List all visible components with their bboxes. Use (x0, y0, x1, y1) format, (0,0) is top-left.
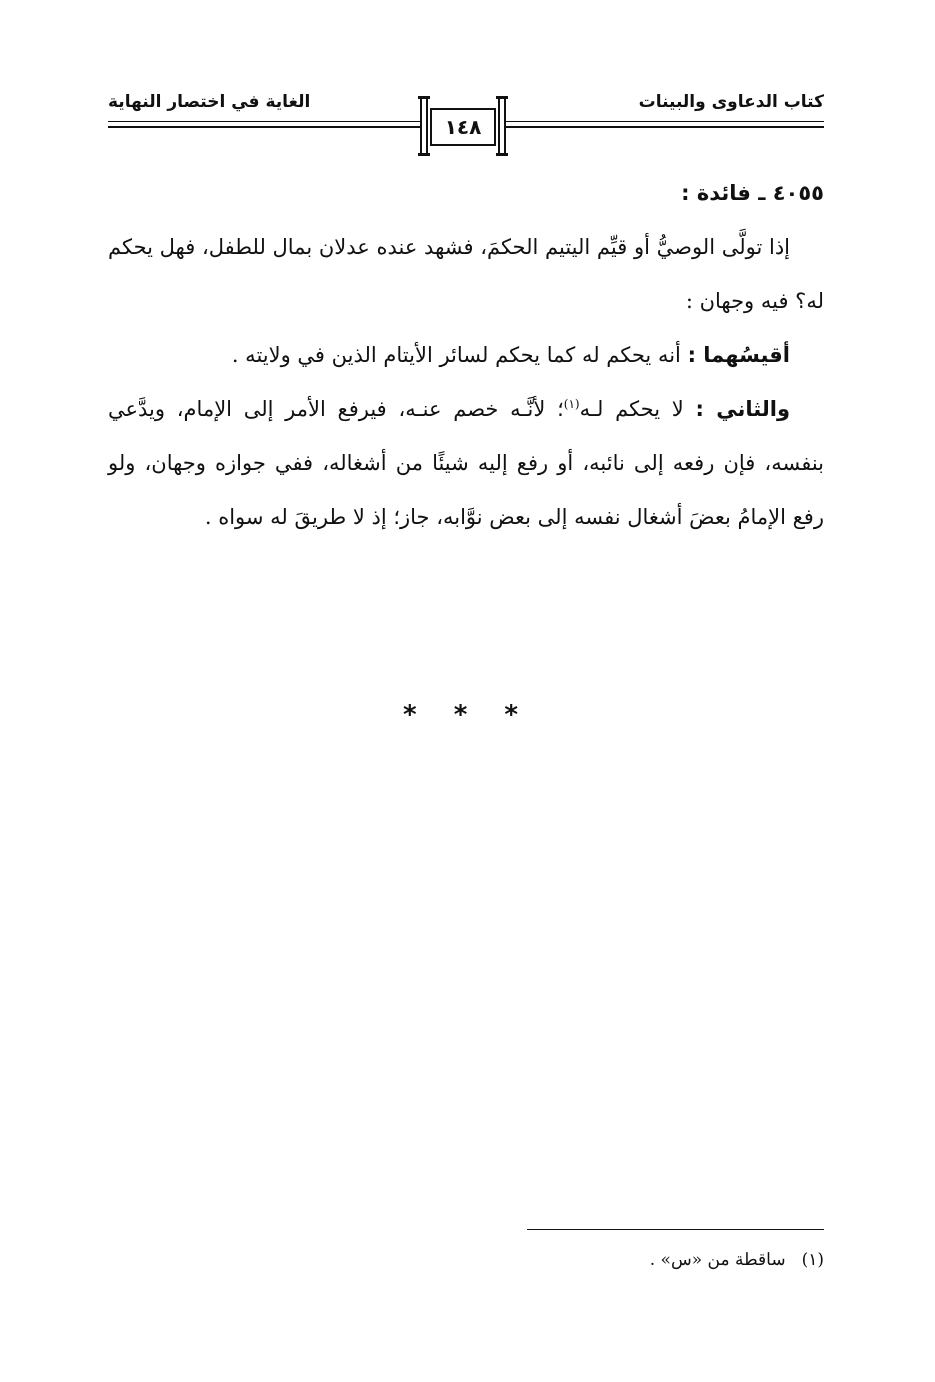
page-number-box (430, 108, 496, 146)
page-number: ١٤٨ (444, 115, 482, 139)
paragraph-2 (108, 328, 824, 382)
running-head-section: كتاب الدعاوى والبينات (638, 92, 824, 112)
paragraph-3 (108, 382, 824, 544)
footnote-reference[interactable]: (١) (563, 397, 580, 411)
page-header (108, 88, 824, 158)
frame-ornament-right (498, 96, 506, 156)
footnote-1 (650, 1250, 824, 1270)
paragraph-2-text: أنه يحكم له كما يحكم لسائر الأيتام الذين في ولايته . (231, 343, 688, 367)
main-text (108, 166, 824, 544)
page-number-frame (420, 96, 506, 156)
paragraph-1: إذا تولَّى الوصيُّ أو قيِّم اليتيم الحكمَ، فشهد عنده عدلان بمال للطفل، فهل يحكم له؟ فيه وجهان : (108, 235, 824, 313)
paragraph-2-lead: أقيسُهما : (687, 343, 790, 367)
paragraph-3-text-a: لا يحكم لـه (579, 397, 696, 421)
section-separator: * * * (403, 700, 532, 730)
footnote-text: ساقطة من «س» . (649, 1250, 786, 1270)
section-heading: ٤٠٥٥ ـ فائدة : (681, 181, 824, 205)
frame-ornament-left (420, 96, 428, 156)
running-head-title: الغاية في اختصار النهاية (108, 92, 311, 112)
header-rule-right (506, 121, 824, 128)
paragraph-3-text-b: ؛ لأنَّـه خصم عنـه، فيرفع الأمر إلى الإمام، ويدَّعي بنفسه، فإن رفعه إلى نائبه، أو رفع إليه شيئًا من أشغاله، ففي جوازه وجهان، ولو رفع الإمامُ بعضَ أشغال نفسه إلى بعض نوَّابه، جاز؛ إذ لا طريقَ له سواه . (108, 397, 824, 529)
paragraph-3-lead: والثاني : (695, 397, 790, 421)
footnote-rule (527, 1229, 824, 1230)
footnote-number: (١) (801, 1250, 824, 1270)
header-rule-left (108, 121, 420, 128)
